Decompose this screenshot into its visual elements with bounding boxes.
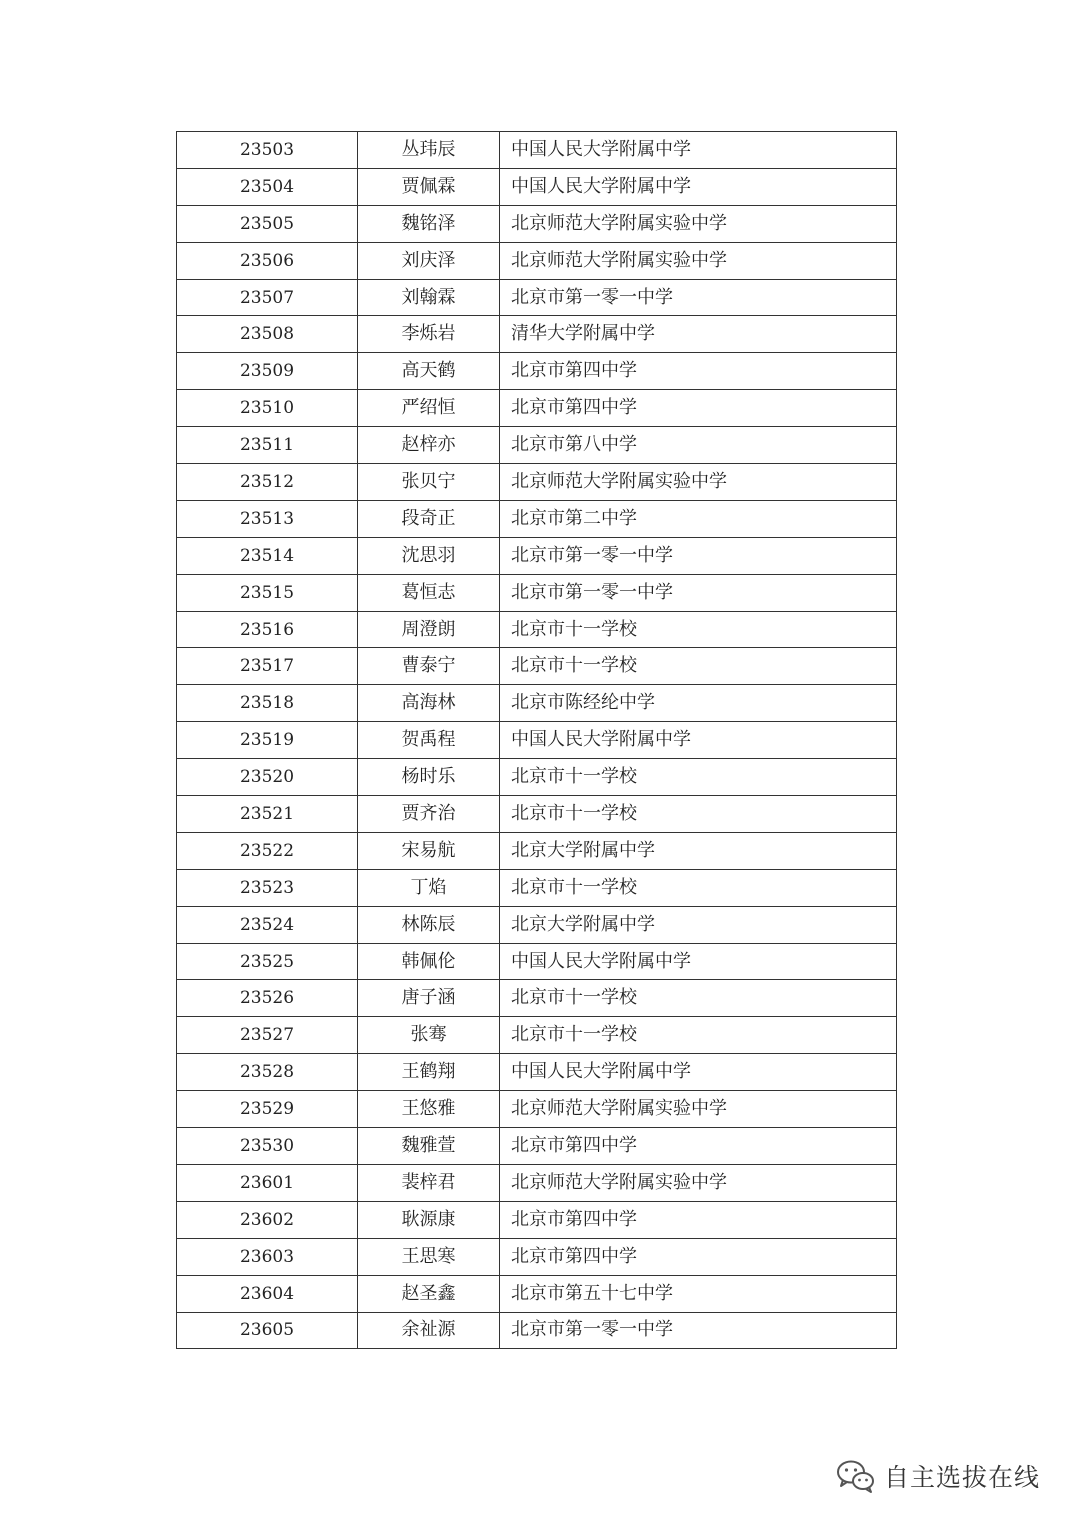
student-name-cell: 段奇正 — [358, 500, 500, 537]
table-row — [177, 205, 897, 242]
table-row — [177, 1091, 897, 1128]
student-name-cell: 魏雅萱 — [358, 1128, 500, 1165]
table-row — [177, 316, 897, 353]
student-id-cell: 23603 — [177, 1238, 358, 1275]
student-name-cell: 唐子涵 — [358, 980, 500, 1017]
student-name-cell: 丛玮辰 — [358, 132, 500, 169]
student-id-cell: 23602 — [177, 1201, 358, 1238]
student-id-cell: 23519 — [177, 722, 358, 759]
student-id-cell: 23525 — [177, 943, 358, 980]
school-name-cell: 北京市第二中学 — [500, 500, 897, 537]
school-name-cell: 北京大学附属中学 — [500, 832, 897, 869]
table-row — [177, 648, 897, 685]
school-name-cell: 北京市十一学校 — [500, 869, 897, 906]
table-row — [177, 980, 897, 1017]
table-row — [177, 1054, 897, 1091]
school-name-cell: 北京市第四中学 — [500, 1238, 897, 1275]
student-id-cell: 23530 — [177, 1128, 358, 1165]
student-id-cell: 23520 — [177, 759, 358, 796]
student-id-cell: 23601 — [177, 1164, 358, 1201]
school-name-cell: 中国人民大学附属中学 — [500, 943, 897, 980]
school-name-cell: 北京市第四中学 — [500, 1128, 897, 1165]
table-row — [177, 759, 897, 796]
school-name-cell: 北京师范大学附属实验中学 — [500, 242, 897, 279]
school-name-cell: 北京市第一零一中学 — [500, 537, 897, 574]
student-id-cell: 23516 — [177, 611, 358, 648]
student-id-cell: 23505 — [177, 205, 358, 242]
student-id-cell: 23523 — [177, 869, 358, 906]
student-id-cell: 23605 — [177, 1312, 358, 1349]
student-name-cell: 李烁岩 — [358, 316, 500, 353]
school-name-cell: 北京市十一学校 — [500, 648, 897, 685]
table-row — [177, 574, 897, 611]
student-name-cell: 丁焰 — [358, 869, 500, 906]
table-row — [177, 427, 897, 464]
school-name-cell: 北京市第一零一中学 — [500, 279, 897, 316]
student-id-cell: 23604 — [177, 1275, 358, 1312]
roster-table-body — [177, 132, 897, 1349]
table-row — [177, 537, 897, 574]
school-name-cell: 中国人民大学附属中学 — [500, 722, 897, 759]
student-name-cell: 王思寒 — [358, 1238, 500, 1275]
school-name-cell: 北京市第一零一中学 — [500, 574, 897, 611]
student-name-cell: 刘庆泽 — [358, 242, 500, 279]
student-name-cell: 严绍恒 — [358, 390, 500, 427]
table-row — [177, 390, 897, 427]
table-row — [177, 1275, 897, 1312]
roster-table — [176, 131, 897, 1349]
wechat-icon — [836, 1458, 876, 1494]
table-row — [177, 1312, 897, 1349]
student-id-cell: 23509 — [177, 353, 358, 390]
school-name-cell: 北京市十一学校 — [500, 1017, 897, 1054]
table-row — [177, 242, 897, 279]
student-name-cell: 韩佩伦 — [358, 943, 500, 980]
student-name-cell: 周澄朗 — [358, 611, 500, 648]
school-name-cell: 北京市第四中学 — [500, 353, 897, 390]
student-id-cell: 23526 — [177, 980, 358, 1017]
school-name-cell: 北京市十一学校 — [500, 796, 897, 833]
table-row — [177, 906, 897, 943]
student-id-cell: 23521 — [177, 796, 358, 833]
student-id-cell: 23515 — [177, 574, 358, 611]
table-row — [177, 869, 897, 906]
school-name-cell: 中国人民大学附属中学 — [500, 168, 897, 205]
student-name-cell: 耿源康 — [358, 1201, 500, 1238]
school-name-cell: 北京师范大学附属实验中学 — [500, 205, 897, 242]
table-row — [177, 685, 897, 722]
table-row — [177, 1128, 897, 1165]
student-id-cell: 23512 — [177, 464, 358, 501]
watermark — [836, 1458, 1040, 1494]
table-row — [177, 1017, 897, 1054]
student-name-cell: 王悠雅 — [358, 1091, 500, 1128]
school-name-cell: 北京市十一学校 — [500, 759, 897, 796]
table-row — [177, 832, 897, 869]
student-name-cell: 林陈辰 — [358, 906, 500, 943]
school-name-cell: 北京市第八中学 — [500, 427, 897, 464]
student-name-cell: 贾佩霖 — [358, 168, 500, 205]
student-id-cell: 23524 — [177, 906, 358, 943]
school-name-cell: 北京市第一零一中学 — [500, 1312, 897, 1349]
table-row — [177, 1201, 897, 1238]
student-id-cell: 23522 — [177, 832, 358, 869]
student-name-cell: 刘翰霖 — [358, 279, 500, 316]
student-id-cell: 23514 — [177, 537, 358, 574]
student-id-cell: 23518 — [177, 685, 358, 722]
student-id-cell: 23513 — [177, 500, 358, 537]
student-name-cell: 沈思羽 — [358, 537, 500, 574]
school-name-cell: 北京大学附属中学 — [500, 906, 897, 943]
student-name-cell: 裴梓君 — [358, 1164, 500, 1201]
school-name-cell: 北京市陈经纶中学 — [500, 685, 897, 722]
student-name-cell: 魏铭泽 — [358, 205, 500, 242]
student-name-cell: 贾齐治 — [358, 796, 500, 833]
table-row — [177, 353, 897, 390]
student-id-cell: 23507 — [177, 279, 358, 316]
student-name-cell: 高天鹤 — [358, 353, 500, 390]
table-row — [177, 464, 897, 501]
student-name-cell: 葛恒志 — [358, 574, 500, 611]
student-name-cell: 贺禹程 — [358, 722, 500, 759]
student-name-cell: 宋易航 — [358, 832, 500, 869]
student-id-cell: 23508 — [177, 316, 358, 353]
school-name-cell: 中国人民大学附属中学 — [500, 132, 897, 169]
school-name-cell: 北京师范大学附属实验中学 — [500, 1164, 897, 1201]
table-row — [177, 722, 897, 759]
student-id-cell: 23529 — [177, 1091, 358, 1128]
school-name-cell: 北京市第四中学 — [500, 1201, 897, 1238]
table-row — [177, 168, 897, 205]
school-name-cell: 北京市十一学校 — [500, 980, 897, 1017]
school-name-cell: 北京市第五十七中学 — [500, 1275, 897, 1312]
table-row — [177, 279, 897, 316]
student-id-cell: 23527 — [177, 1017, 358, 1054]
table-row — [177, 943, 897, 980]
student-id-cell: 23517 — [177, 648, 358, 685]
school-name-cell: 北京市十一学校 — [500, 611, 897, 648]
student-name-cell: 张贝宁 — [358, 464, 500, 501]
table-row — [177, 796, 897, 833]
student-name-cell: 高海林 — [358, 685, 500, 722]
school-name-cell: 清华大学附属中学 — [500, 316, 897, 353]
table-row — [177, 1164, 897, 1201]
table-row — [177, 132, 897, 169]
student-name-cell: 杨时乐 — [358, 759, 500, 796]
watermark-text: 自主选拔在线 — [884, 1463, 1041, 1492]
student-id-cell: 23528 — [177, 1054, 358, 1091]
table-row — [177, 611, 897, 648]
student-id-cell: 23511 — [177, 427, 358, 464]
student-id-cell: 23510 — [177, 390, 358, 427]
table-row — [177, 500, 897, 537]
student-id-cell: 23506 — [177, 242, 358, 279]
student-name-cell: 王鹤翔 — [358, 1054, 500, 1091]
student-name-cell: 余祉源 — [358, 1312, 500, 1349]
school-name-cell: 北京市第四中学 — [500, 390, 897, 427]
school-name-cell: 北京师范大学附属实验中学 — [500, 1091, 897, 1128]
table-row — [177, 1238, 897, 1275]
student-name-cell: 赵梓亦 — [358, 427, 500, 464]
student-name-cell: 张骞 — [358, 1017, 500, 1054]
student-id-cell: 23503 — [177, 132, 358, 169]
student-name-cell: 赵圣鑫 — [358, 1275, 500, 1312]
student-id-cell: 23504 — [177, 168, 358, 205]
school-name-cell: 中国人民大学附属中学 — [500, 1054, 897, 1091]
school-name-cell: 北京师范大学附属实验中学 — [500, 464, 897, 501]
student-name-cell: 曹泰宁 — [358, 648, 500, 685]
